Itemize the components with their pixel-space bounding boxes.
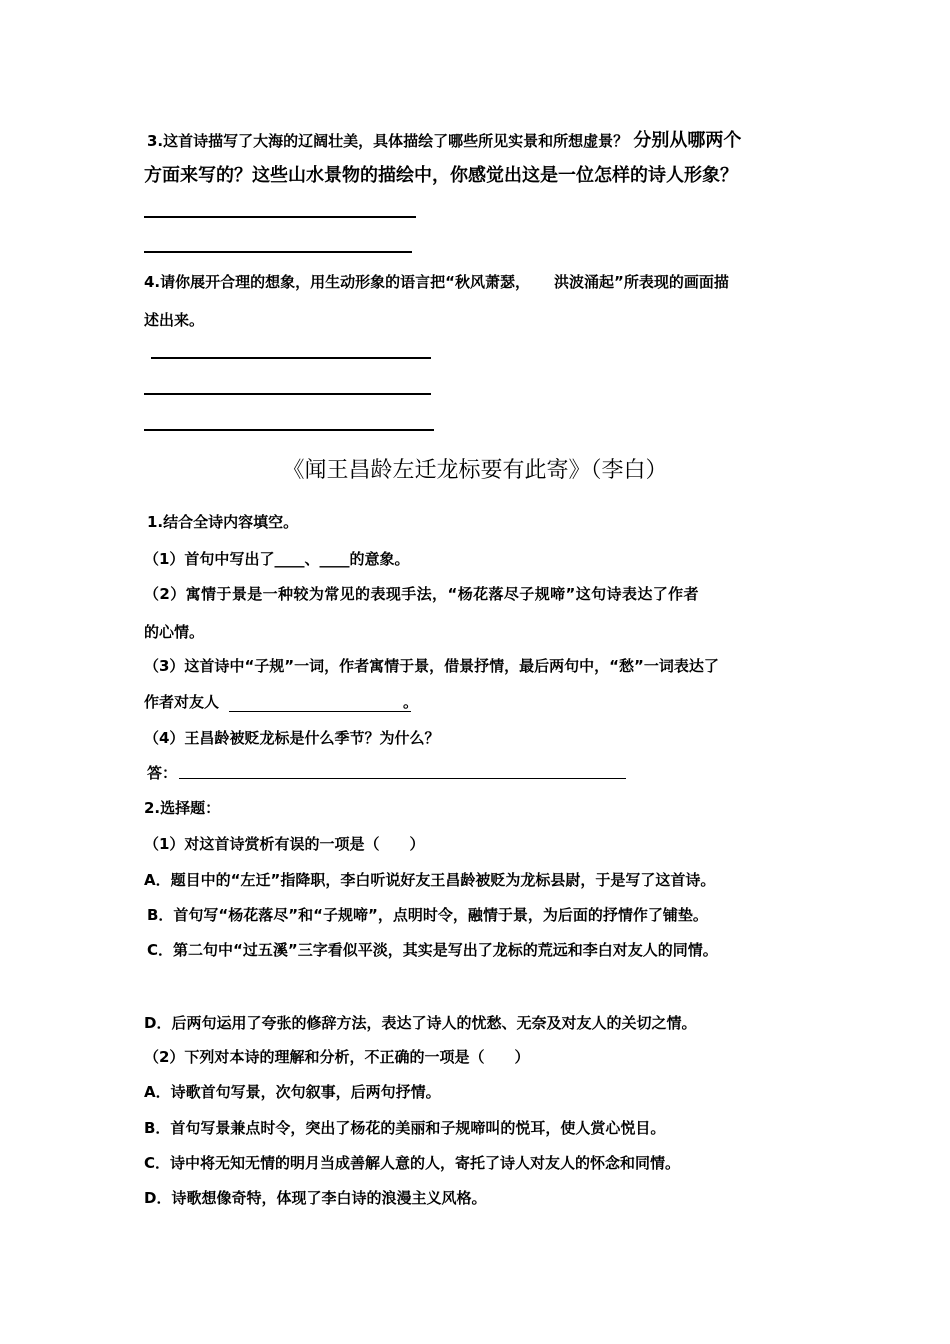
part1-s3-line2-b: 。: [403, 693, 419, 711]
section-title: 《闻王昌龄左迁龙标要有此寄》（李白）: [282, 458, 668, 483]
q4-answer-line-3: [144, 429, 434, 431]
part2-q2-option-b: B．首句写景兼点时令，突出了杨花的美丽和子规啼叫的悦耳，使人赏心悦目。: [144, 1119, 666, 1137]
part2-q1-option-a: A．题目中的“左迁”指降职，李白听说好友王昌龄被贬为龙标县尉，于是写了这首诗。: [144, 871, 716, 889]
part2-q1-option-d: D．后两句运用了夸张的修辞方法，表达了诗人的忧愁、无奈及对友人的关切之情。: [144, 1014, 697, 1032]
q3-answer-line-2: [144, 251, 412, 253]
q3-line1-b: 分别从哪两个: [633, 130, 742, 151]
q4-line1-a: 4.请你展开合理的想象，用生动形象的语言把“秋风萧瑟，: [144, 273, 530, 291]
part1-answer-line: [179, 778, 626, 779]
q4-line2: 述出来。: [144, 311, 205, 329]
part1-s3-line2: [144, 692, 418, 712]
part2-q2-option-a: A．诗歌首句写景，次句叙事，后两句抒情。: [144, 1083, 441, 1101]
part1-s3-line1: （3）这首诗中“子规”一词，作者寓情于景，借景抒情，最后两句中，“愁”一词表达了: [144, 657, 719, 675]
part1-s4: （4）王昌龄被贬龙标是什么季节？为什么？: [144, 729, 440, 747]
part1-s3-line2-a: 作者对友人: [144, 693, 220, 711]
part2-q2-option-d: D．诗歌想像奇特，体现了李白诗的浪漫主义风格。: [144, 1189, 487, 1207]
part2-q1-option-b: B．首句写“杨花落尽”和“子规啼”，点明时令，融情于景，为后面的抒情作了铺垫。: [147, 906, 708, 924]
part2-q1-stem: （1）对这首诗赏析有误的一项是（ ）: [144, 835, 425, 853]
q4-line1: [144, 272, 729, 292]
q4-answer-line-1: [151, 357, 431, 359]
part2-q2-option-c: C．诗中将无知无情的明月当成善解人意的人，寄托了诗人对友人的怀念和同情。: [144, 1154, 681, 1172]
part2-q2-stem: （2）下列对本诗的理解和分析，不正确的一项是（ ）: [144, 1048, 530, 1066]
part2-heading: 2.选择题：: [144, 799, 221, 817]
part1-s3-blank: [229, 711, 411, 712]
q3-answer-line-1: [144, 216, 416, 218]
part2-q1-option-c: C．第二句中“过五溪”三字看似平淡，其实是写出了龙标的荒远和李白对友人的同情。: [147, 941, 718, 959]
part1-s2-line2: 的心情。: [144, 623, 205, 641]
q4-line1-b: 洪波涌起”所表现的画面描: [554, 273, 729, 291]
q3-line1: [147, 129, 741, 153]
q3-line1-a: 3.这首诗描写了大海的辽阔壮美，具体描绘了哪些所见实景和所想虚景？: [147, 132, 629, 150]
q4-answer-line-2: [144, 393, 431, 395]
part1-s1: （1）首句中写出了____、____的意象。: [144, 550, 410, 568]
part1-s2-line1: （2）寓情于景是一种较为常见的表现手法，“杨花落尽子规啼”这句诗表达了作者: [144, 585, 699, 603]
q3-line2: 方面来写的？这些山水景物的描绘中，你感觉出这是一位怎样的诗人形象？: [144, 165, 738, 186]
part1-answer-label: 答：: [147, 764, 178, 782]
part1-heading: 1.结合全诗内容填空。: [147, 513, 299, 531]
